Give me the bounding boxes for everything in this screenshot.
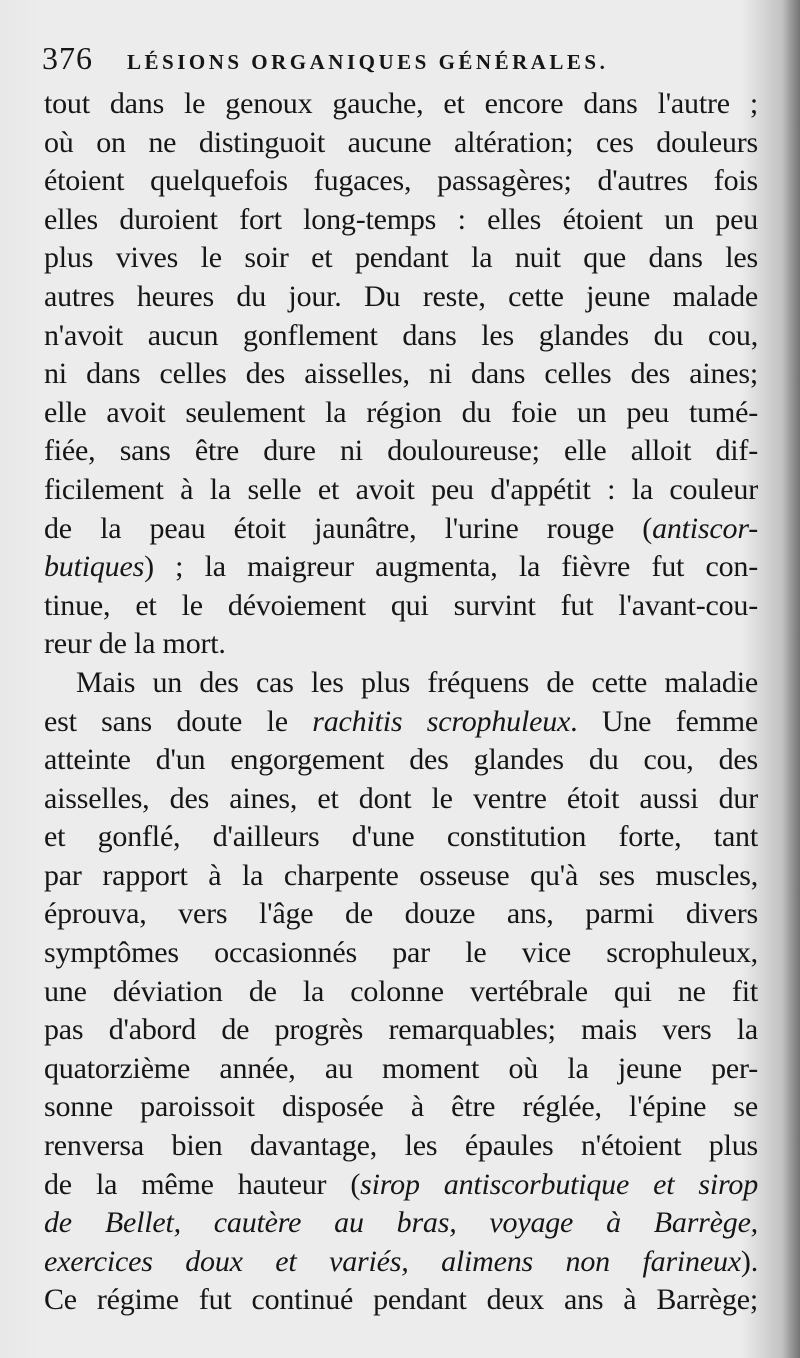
text-line: [44, 162, 758, 201]
text-segment: Ce régime fut continué pendant deux ans à Barrège;: [44, 1283, 758, 1317]
text-line: [44, 664, 758, 703]
text-segment: elle avoit seulement la région du foie un peu tumé-: [44, 395, 758, 429]
page-edge-shadow: [782, 0, 800, 1358]
text-segment: reur de la mort.: [44, 627, 226, 661]
text-line: [44, 124, 758, 163]
text-segment: ).: [740, 1244, 758, 1278]
text-segment: tinue, et le dévoiement qui survint fut l'avant-cou-: [44, 588, 758, 622]
text-line: [44, 780, 758, 819]
text-line: [44, 239, 758, 278]
text-segment: et gonflé, d'ailleurs d'une constitution forte, tant: [44, 820, 758, 854]
text-segment: tout dans le genoux gauche, et encore dans l'autre ;: [44, 87, 758, 120]
text-segment: Mais un des cas les plus fréquens de cette maladie: [76, 665, 758, 699]
text-line: [44, 703, 758, 742]
page-number: 376: [42, 40, 93, 76]
italic-text-segment: exercices doux et variés, alimens non farineux: [44, 1244, 741, 1278]
text-segment: sonne paroissoit disposée à être réglée, l'épine se: [44, 1090, 758, 1124]
text-line: [44, 432, 758, 471]
text-line: [44, 1243, 758, 1282]
text-line: [44, 973, 758, 1012]
italic-text-segment: de Bellet, cautère au bras, voyage à Barrège,: [44, 1206, 758, 1240]
text-line: [44, 625, 758, 664]
text-line: [44, 1281, 758, 1320]
text-line: [44, 857, 758, 896]
text-line: [44, 355, 758, 394]
text-segment: elles duroient fort long-temps : elles étoient un peu: [44, 202, 758, 236]
text-line: [44, 471, 758, 510]
text-segment: de la même hauteur (: [44, 1167, 361, 1201]
text-segment: ficilement à la selle et avoit peu d'appétit : la couleur: [44, 472, 758, 506]
text-segment: ni dans celles des aisselles, ni dans celles des aines;: [44, 357, 758, 391]
text-segment: une déviation de la colonne vertébrale qui ne fit: [44, 974, 758, 1008]
text-line: [44, 548, 758, 587]
text-segment: quatorzième année, au moment où la jeune per-: [44, 1051, 758, 1085]
text-segment: ) ; la maigreur augmenta, la fièvre fut con-: [144, 550, 758, 584]
text-segment: aisselles, des aines, et dont le ventre étoit aussi dur: [44, 781, 758, 815]
text-segment: où on ne distinguoit aucune altération; ces douleurs: [44, 125, 758, 159]
text-line: [44, 934, 758, 973]
italic-text-segment: sirop antiscorbutique et sirop: [360, 1167, 758, 1201]
text-line: [44, 587, 758, 626]
text-segment: symptômes occasionnés par le vice scrophuleux,: [44, 936, 758, 970]
text-segment: de la peau étoit jaunâtre, l'urine rouge (: [44, 511, 653, 545]
italic-text-segment: antiscor-: [652, 511, 758, 545]
body-text: [44, 85, 758, 1320]
italic-text-segment: rachitis scrophuleux: [312, 704, 571, 738]
text-line: [44, 394, 758, 433]
text-line: [44, 201, 758, 240]
text-segment: par rapport à la charpente osseuse qu'à ses muscles,: [44, 858, 758, 892]
text-line: [44, 741, 758, 780]
text-segment: est sans doute le: [44, 704, 313, 738]
text-segment: renversa bien davantage, les épaules n'étoient plus: [44, 1129, 758, 1163]
text-line: [44, 510, 758, 549]
text-segment: . Une femme: [570, 704, 758, 738]
text-segment: fiée, sans être dure ni douloureuse; elle alloit dif-: [44, 434, 758, 468]
text-line: [44, 1166, 758, 1205]
text-line: [44, 278, 758, 317]
text-line: [44, 818, 758, 857]
text-segment: pas d'abord de progrès remarquables; mais vers la: [44, 1013, 758, 1047]
italic-text-segment: butiques: [44, 550, 145, 584]
text-segment: éprouva, vers l'âge de douze ans, parmi divers: [44, 897, 758, 931]
text-line: [44, 1204, 758, 1243]
text-line: [44, 317, 758, 356]
text-segment: plus vives le soir et pendant la nuit que dans les: [44, 241, 758, 275]
text-line: [44, 1050, 758, 1089]
text-segment: n'avoit aucun gonflement dans les glandes du cou,: [44, 318, 758, 352]
text-line: [44, 1088, 758, 1127]
text-line: [44, 895, 758, 934]
text-segment: atteinte d'un engorgement des glandes du cou, des: [44, 743, 758, 777]
text-line: [44, 85, 758, 124]
text-line: [44, 1011, 758, 1050]
page-header: [42, 40, 702, 84]
running-head: LÉSIONS ORGANIQUES GÉNÉRALES.: [127, 50, 609, 74]
text-segment: autres heures du jour. Du reste, cette jeune malade: [44, 279, 758, 313]
text-line: [44, 1127, 758, 1166]
text-segment: étoient quelquefois fugaces, passagères; d'autres fois: [44, 164, 758, 198]
